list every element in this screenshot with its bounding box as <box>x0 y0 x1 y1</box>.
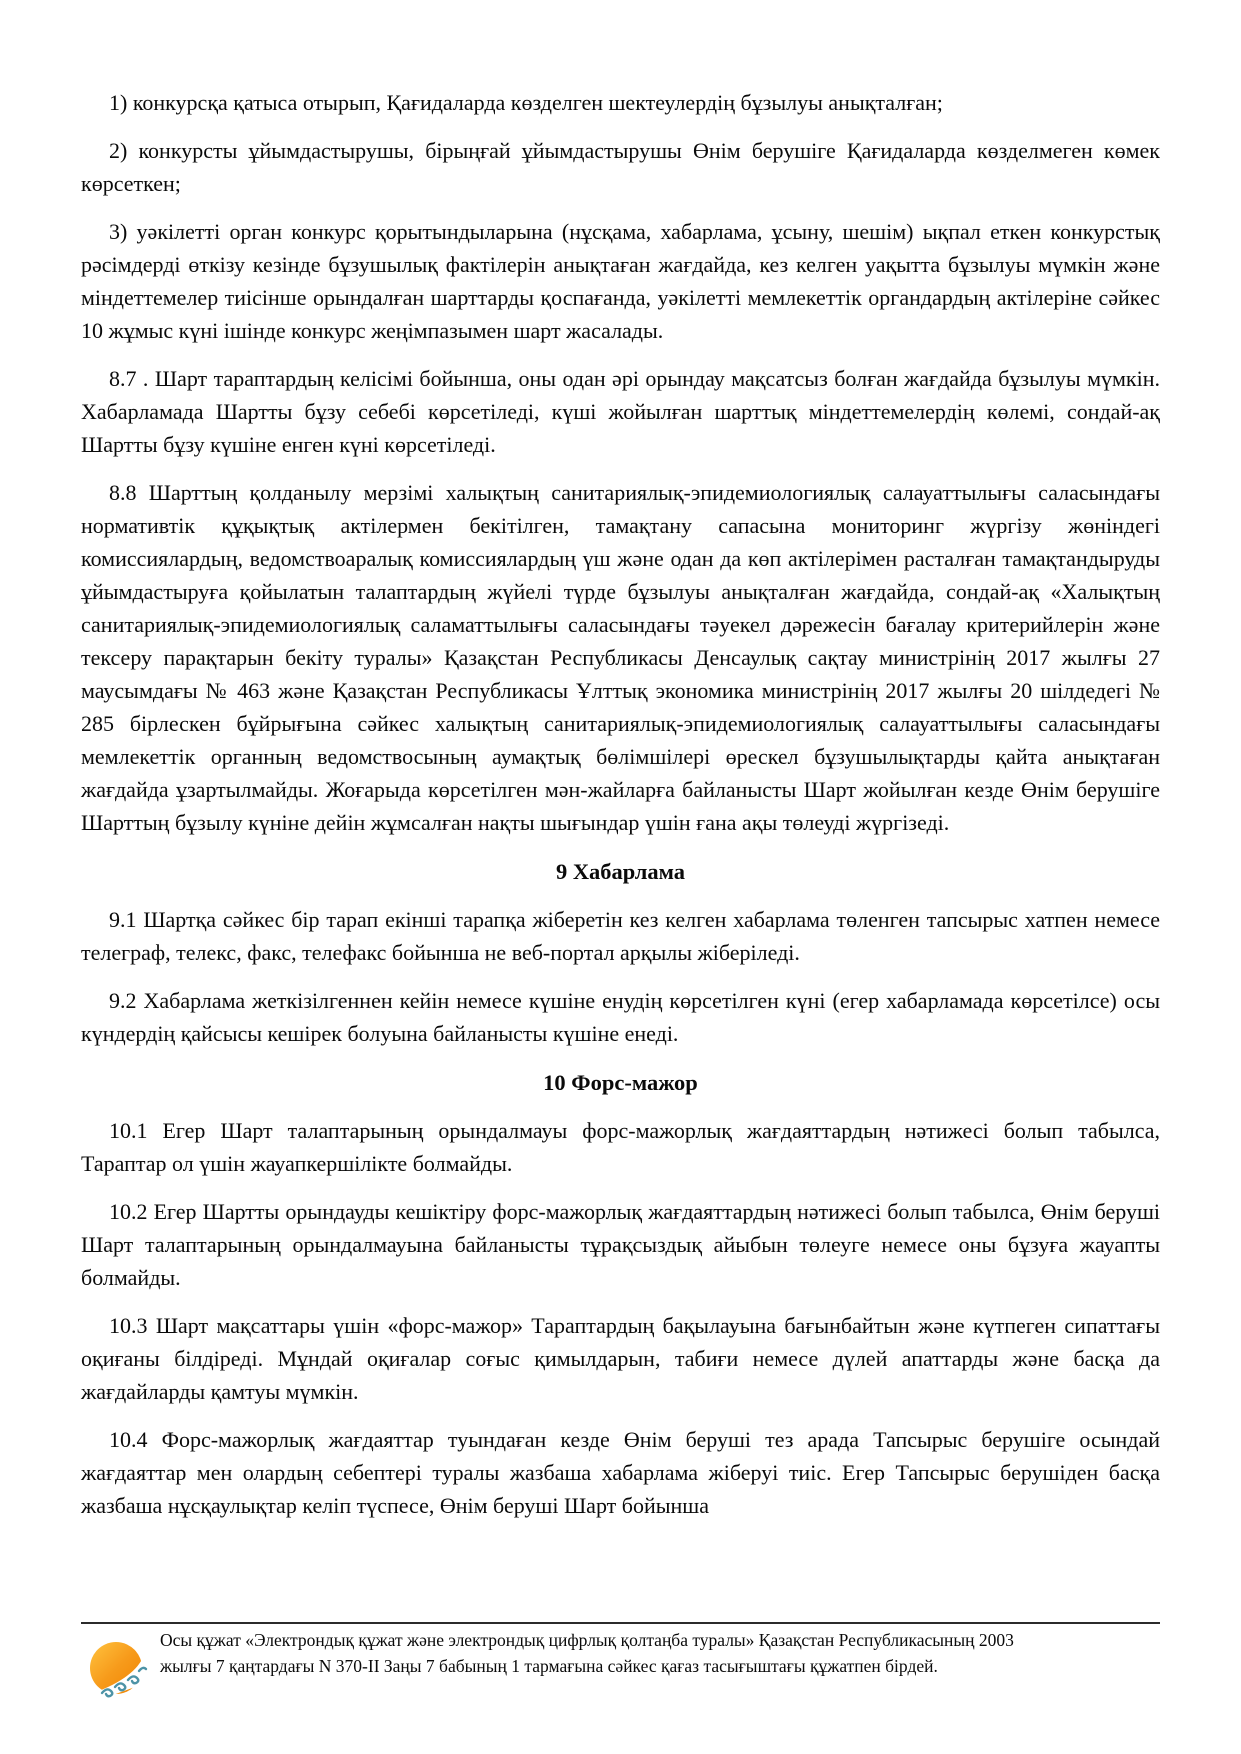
paragraph-clause-10-3: 10.3 Шарт мақсаттары үшін «форс-мажор» Тараптардың бақылауына бағынбайтын және күтпеген сипаттағы оқиғаны білдіреді. Мұндай оқиғалар соғыс қимылдарын, табиғи немесе дүлей апаттарды және басқа да жағдайларды қамтуы мүмкін. <box>81 1313 1160 1404</box>
paragraph-list-item-3: 3) уәкілетті орган конкурс қорытындыларына (нұсқама, хабарлама, ұсыну, шешім) ықпал еткен конкурстық рәсімдерді өткізу кезінде бұзушылық фактілерін анықтаған жағдайда, кез келген уақытта бұзылуы мүмкін және міндеттемелер тиісінше орындалған шарттарды қоспағанда, уәкілетті мемлекеттік органдардың актілеріне сәйкес 10 жұмыс күні ішінде конкурс жеңімпазымен шарт жасалады. <box>81 219 1160 343</box>
paragraph-clause-9-1: 9.1 Шартқа сәйкес бір тарап екінші тарапқа жіберетін кез келген хабарлама төленген тапсырыс хатпен немесе телеграф, телекс, факс, телефакс бойынша не веб-портал арқылы жіберіледі. <box>81 907 1160 965</box>
paragraph-clause-9-2: 9.2 Хабарлама жеткізілгеннен кейін немесе күшіне енудің көрсетілген күні (егер хабарламада көрсетілсе) осы күндердің қайсысы кешірек болуына байланысты күшіне енеді. <box>81 988 1160 1046</box>
footer-note: Осы құжат «Электрондық құжат және электрондық цифрлық қолтаңба туралы» Қазақстан Республикасының 2003 жылғы 7 қаңтардағы N 370-II Заңы 7 бабының 1 тармағына сәйкес қағаз тасығыштағы құжатпен бірдей. <box>160 1630 1014 1676</box>
section-heading-9: 9 Хабарлама <box>555 859 686 884</box>
paragraph-clause-8-7: 8.7 . Шарт тараптардың келісімі бойынша, оны одан әрі орындау мақсатсыз болған жағдайда бұзылуы мүмкін. Хабарламада Шартты бұзу себебі көрсетіледі, күші жойылған шарттық міндеттемелердің көлемі, сондай-ақ Шартты бұзу күшіне енген күні көрсетіледі. <box>81 366 1160 457</box>
section-heading-10: 10 Форс-мажор <box>543 1070 698 1095</box>
paragraph-clause-8-8: 8.8 Шарттың қолданылу мерзімі халықтың санитариялық-эпидемиологиялық салауаттылығы саласындағы нормативтік құқықтық актілермен бекітілген, тамақтану сапасына мониторинг жүргізу жөніндегі комиссиялардың, ведомствоаралық комиссиялардың үш және одан да көп актілерімен расталған тамақтандыруды ұйымдастыруға қойылатын талаптардың жүйелі түрде бұзылуы анықталған жағдайда, сондай-ақ «Халықтың санитариялық-эпидемиологиялық саламаттылығы саласындағы тәуекел дәрежесін бағалау критерийлерін және тексеру парақтарын бекіту туралы» Қазақстан Республикасы Денсаулық сақтау министрінің 2017 жылғы 27 маусымдағы № 463 және Қазақстан Республикасы Ұлттық экономика министрінің 2017 жылғы 20 шілдедегі № 285 бірлескен бұйрығына сәйкес халықтың санитариялық-эпидемиологиялық салауаттылығы саласындағы мемлекеттік органның ведомствосының аумақтық бөлімшілері өрескел бұзушылықтарды қайта анықтаған жағдайда ұзартылмайды. Жоғарыда көрсетілген мән-жайларға байланысты Шарт жойылған кезде Өнім берушіге Шарттың бұзылу күніне дейін жұмсалған нақты шығындар үшін ғана ақы төлеуді жүргізеді. <box>81 480 1160 835</box>
paragraph-clause-10-4: 10.4 Форс-мажорлық жағдаяттар туындаған кезде Өнім беруші тез арада Тапсырыс берушіге осындай жағдаяттар мен олардың себептері туралы жазбаша хабарлама жіберуі тиіс. Егер Тапсырыс берушіден басқа жазбаша нұсқаулықтар келіп түспесе, Өнім беруші Шарт бойынша <box>81 1427 1160 1518</box>
footer-divider <box>81 1622 1160 1624</box>
page-body <box>81 86 1160 1522</box>
paragraph-clause-10-1: 10.1 Егер Шарт талаптарының орындалмауы форс-мажорлық жағдаяттардың нәтижесі болып табылса, Тараптар ол үшін жауапкершілікте болмайды. <box>81 1118 1160 1176</box>
paragraph-list-item-2: 2) конкурсты ұйымдастырушы, бірыңғай ұйымдастырушы Өнім берушіге Қағидаларда көзделмеген көмек көрсеткен; <box>81 138 1160 196</box>
paragraph-list-item-1: 1) конкурсқа қатыса отырып, Қағидаларда көзделген шектеулердің бұзылуы анықталған; <box>109 90 943 115</box>
egov-kazakhstan-stamp-icon <box>88 1641 148 1699</box>
paragraph-clause-10-2: 10.2 Егер Шартты орындауды кешіктіру форс-мажорлық жағдаяттардың нәтижесі болып табылса, Өнім беруші Шарт талаптарының орындалмауына байланысты тұрақсыздық айыбын төлеуге немесе оны бұзуға жауапты болмайды. <box>81 1199 1160 1290</box>
